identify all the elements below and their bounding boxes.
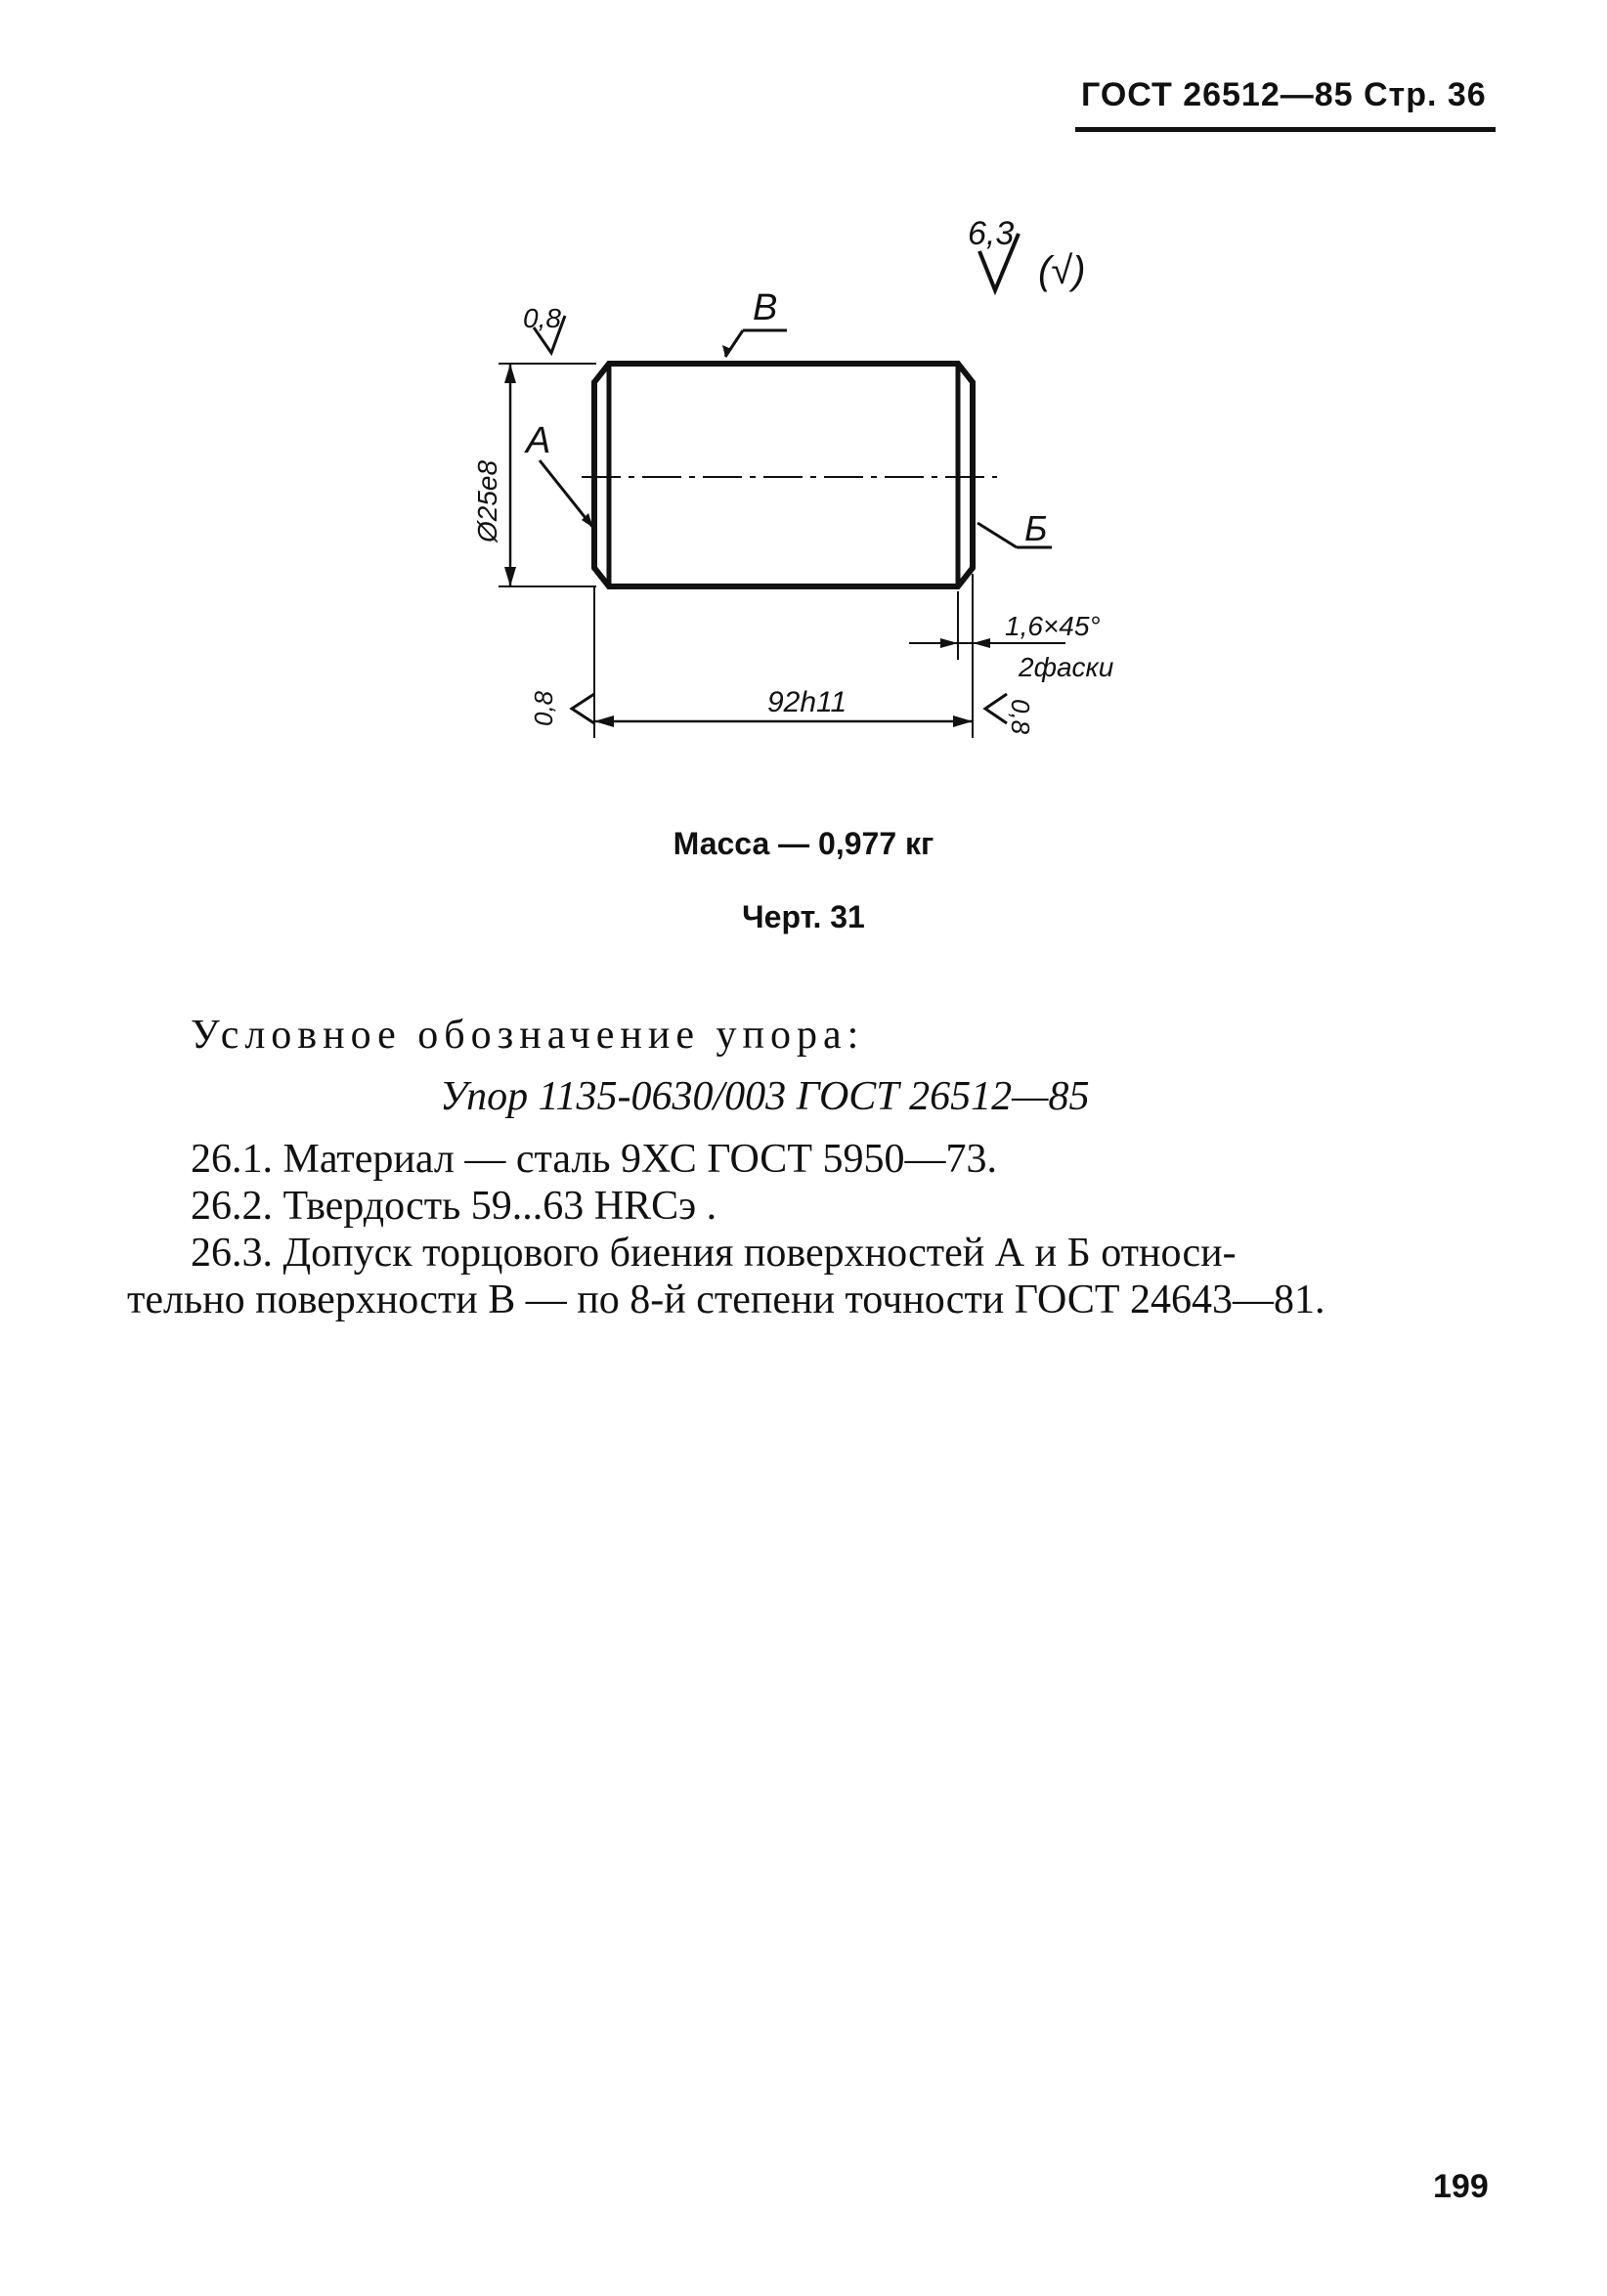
surface-a-label: А — [526, 420, 551, 461]
roughness-right-end-icon — [985, 694, 1007, 723]
diameter-label: Ø25е8 — [472, 459, 502, 542]
chamfer-arrow-right-icon — [973, 638, 990, 648]
surface-side-leader — [977, 523, 1017, 547]
header-text: ГОСТ 26512—85 Стр. 36 — [1081, 76, 1487, 113]
clause-26-1: 26.1. Материал — сталь 9ХС ГОСТ 5950—73. — [191, 1137, 997, 1182]
designation-title: Условное обозначение упора: — [191, 1013, 865, 1058]
chamfer-arrow-left-icon — [940, 638, 958, 648]
technical-drawing — [420, 191, 1183, 777]
surface-b-label: В — [753, 287, 778, 328]
page-number: 199 — [1433, 2168, 1489, 2205]
figure-caption: Черт. 31 — [742, 899, 865, 934]
clause-26-3: 26.3. Допуск торцового биения поверхностей А и Б относи- — [191, 1231, 1237, 1276]
clause-26-3-continued: тельно поверхности В — по 8-й степени точности ГОСТ 24643—81. — [127, 1278, 1325, 1322]
clause-26-2: 26.2. Твердость 59...63 HRCэ . — [191, 1184, 717, 1229]
diameter-arrow-top-icon — [504, 364, 516, 383]
designation-value: Упор 1135-0630/003 ГОСТ 26512—85 — [440, 1074, 1090, 1119]
roughness-general-value: 6,3 — [968, 215, 1015, 252]
mass-caption: Масса — 0,977 кг — [673, 826, 934, 861]
roughness-general-symbol: (√) — [1038, 249, 1086, 292]
drawing-svg — [420, 191, 1183, 777]
page-header — [1075, 76, 1496, 135]
roughness-top-value: 0,8 — [523, 303, 561, 333]
length-arrow-left-icon — [594, 715, 614, 727]
length-arrow-right-icon — [953, 715, 973, 727]
chamfer-label: 1,6×45° — [1005, 611, 1101, 641]
roughness-left-end-icon — [572, 694, 594, 723]
surface-side-label: Б — [1024, 508, 1048, 548]
roughness-right-end-value: 0,8 — [1006, 699, 1035, 735]
roughness-left-end-value: 0,8 — [529, 690, 558, 726]
diameter-arrow-bottom-icon — [504, 567, 516, 586]
part-outline — [594, 364, 973, 586]
header-rule — [1075, 127, 1496, 132]
chamfer-note: 2фаски — [1019, 652, 1114, 682]
length-label: 92h11 — [767, 686, 847, 718]
